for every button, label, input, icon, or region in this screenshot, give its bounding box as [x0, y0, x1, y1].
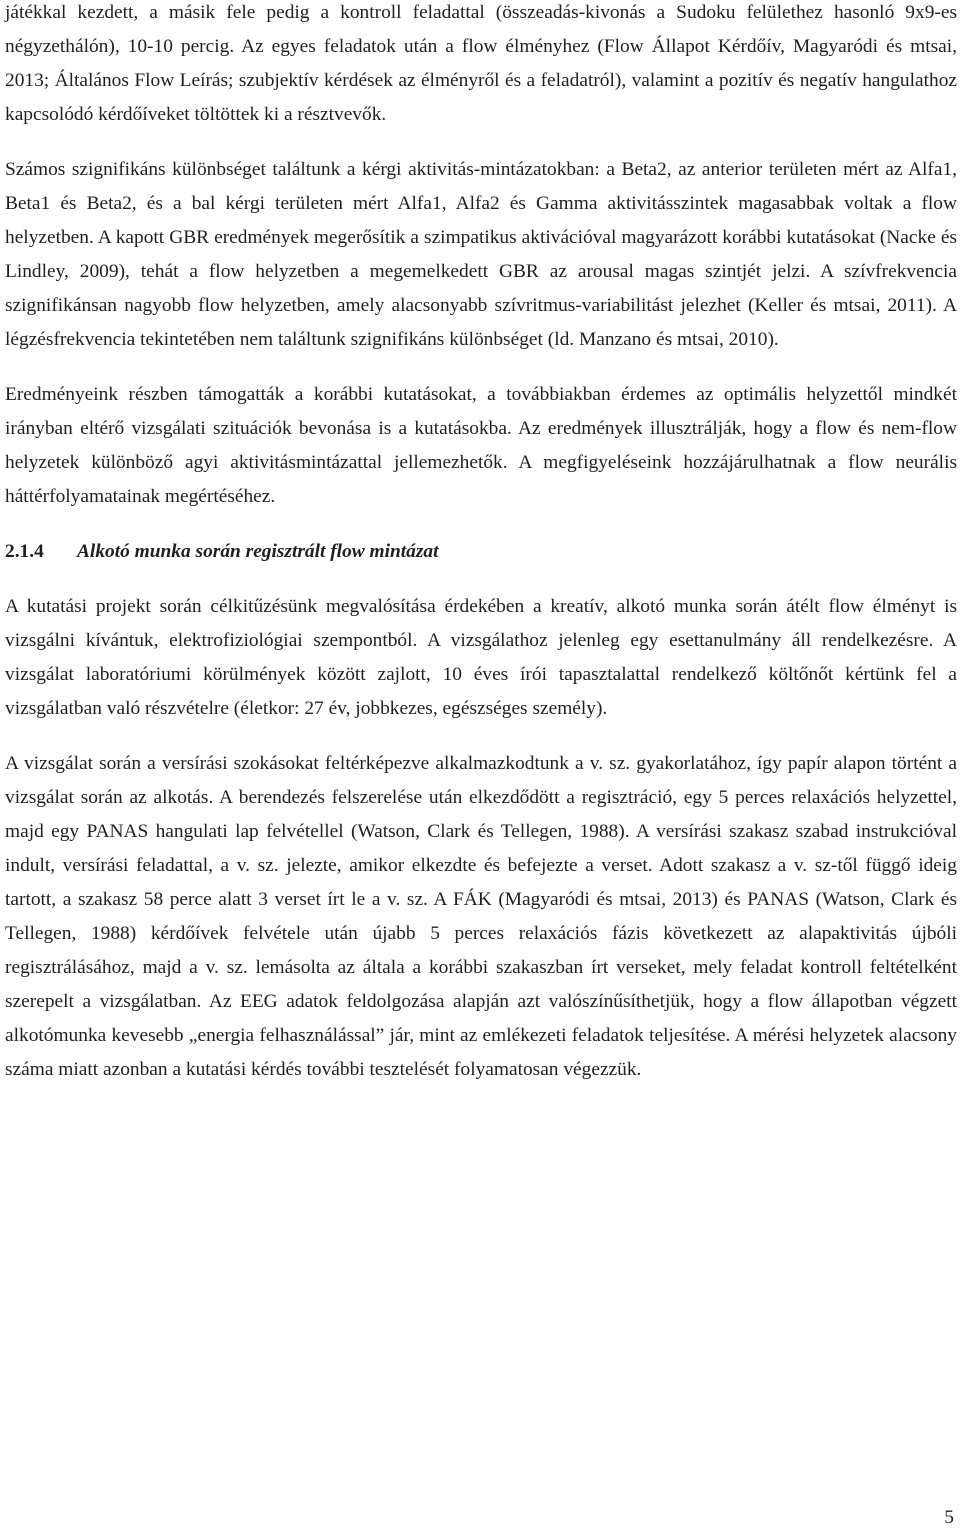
page-number: 5: [944, 1507, 954, 1528]
document-page: [5, 0, 957, 1087]
section-number: 2.1.4: [5, 541, 44, 562]
paragraph-conclusions: Eredményeink részben támogatták a korábbi kutatásokat, a továbbiakban érdemes az optimális helyzettől mindkét irányban eltérő vizsgálati szituációk bevonása is a kutatásokba. Az eredmények illusztrálják, hogy a flow és nem-flow helyzetek különböző agyi aktivitásmintázattal jellemezhetők. A megfigyeléseink hozzájárulhatnak a flow neurális háttérfolyamatainak megértéséhez.: [5, 384, 957, 507]
section-title: Alkotó munka során regisztrált flow mintázat: [77, 541, 439, 562]
paragraph-case-study-procedure: A vizsgálat során a versírási szokásokat feltérképezve alkalmazkodtunk a v. sz. gyakorlatához, így papír alapon történt a vizsgálat során az alkotás. A berendezés felszerelése után elkezdődött a regisztráció, egy 5 perces relaxációs helyzettel, majd egy PANAS hangulati lap felvétellel (Watson, Clark és Tellegen, 1988). A versírási szakasz szabad instrukcióval indult, versírási feladattal, a v. sz. jelezte, amikor elkezdte és befejezte a verset. Adott szakasz a v. sz-től függő ideig tartott, a szakasz 58 perce alatt 3 verset írt le a v. sz. A FÁK (Magyaródi és mtsai, 2013) és PANAS (Watson, Clark és Tellegen, 1988) kérdőívek felvétele után újabb 5 perces relaxációs fázis következett az alapaktivitás újbóli regisztrálásához, majd a v. sz. lemásolta az általa a korábbi szakaszban írt verseket, mely feladat kontroll feltételként szerepelt a vizsgálatban. Az EEG adatok feldolgozása alapján azt valószínűsíthetjük, hogy a flow állapotban végzett alkotómunka kevesebb „energia felhasználással” jár, mint az emlékezeti feladatok teljesítése. A mérési helyzetek alacsony száma miatt azonban a kutatási kérdés további tesztelését folyamatosan végezzük.: [5, 753, 957, 1080]
paragraph-case-study-intro: A kutatási projekt során célkitűzésünk megvalósítása érdekében a kreatív, alkotó munka során átélt flow élményt is vizsgálni kívántuk, elektrofiziológiai szempontból. A vizsgálathoz jelenleg egy esettanulmány áll rendelkezésre. A vizsgálat laboratóriumi körülmények között zajlott, 10 éves írói tapasztalattal rendelkező költőnőt kértünk fel a vizsgálatban való részvételre (életkor: 27 év, jobbkezes, egészséges személy).: [5, 596, 957, 719]
paragraph-results: Számos szignifikáns különbséget találtunk a kérgi aktivitás-mintázatokban: a Beta2, az anterior területen mért az Alfa1, Beta1 és Beta2, és a bal kérgi területen mért Alfa1, Alfa2 és Gamma aktivitásszintek magasabbak voltak a flow helyzetben. A kapott GBR eredmények megerősítik a szimpatikus aktivációval magyarázott korábbi kutatásokat (Nacke és Lindley, 2009), tehát a flow helyzetben a megemelkedett GBR az arousal magas szintjét jelzi. A szívfrekvencia szignifikánsan nagyobb flow helyzetben, amely alacsonyabb szívritmus-variabilitást jelezhet (Keller és mtsai, 2011). A légzésfrekvencia tekintetében nem találtunk szignifikáns különbséget (ld. Manzano és mtsai, 2010).: [5, 159, 957, 350]
section-heading: [5, 535, 957, 569]
paragraph-flow-study-method: játékkal kezdett, a másik fele pedig a kontroll feladattal (összeadás-kivonás a Sudoku felülethez hasonló 9x9-es négyzethálón), 10-10 percig. Az egyes feladatok után a flow élményhez (Flow Állapot Kérdőív, Magyaródi és mtsai, 2013; Általános Flow Leírás; szubjektív kérdések az élményről és a feladatról), valamint a pozitív és negatív hangulathoz kapcsolódó kérdőíveket töltöttek ki a résztvevők.: [5, 2, 957, 125]
